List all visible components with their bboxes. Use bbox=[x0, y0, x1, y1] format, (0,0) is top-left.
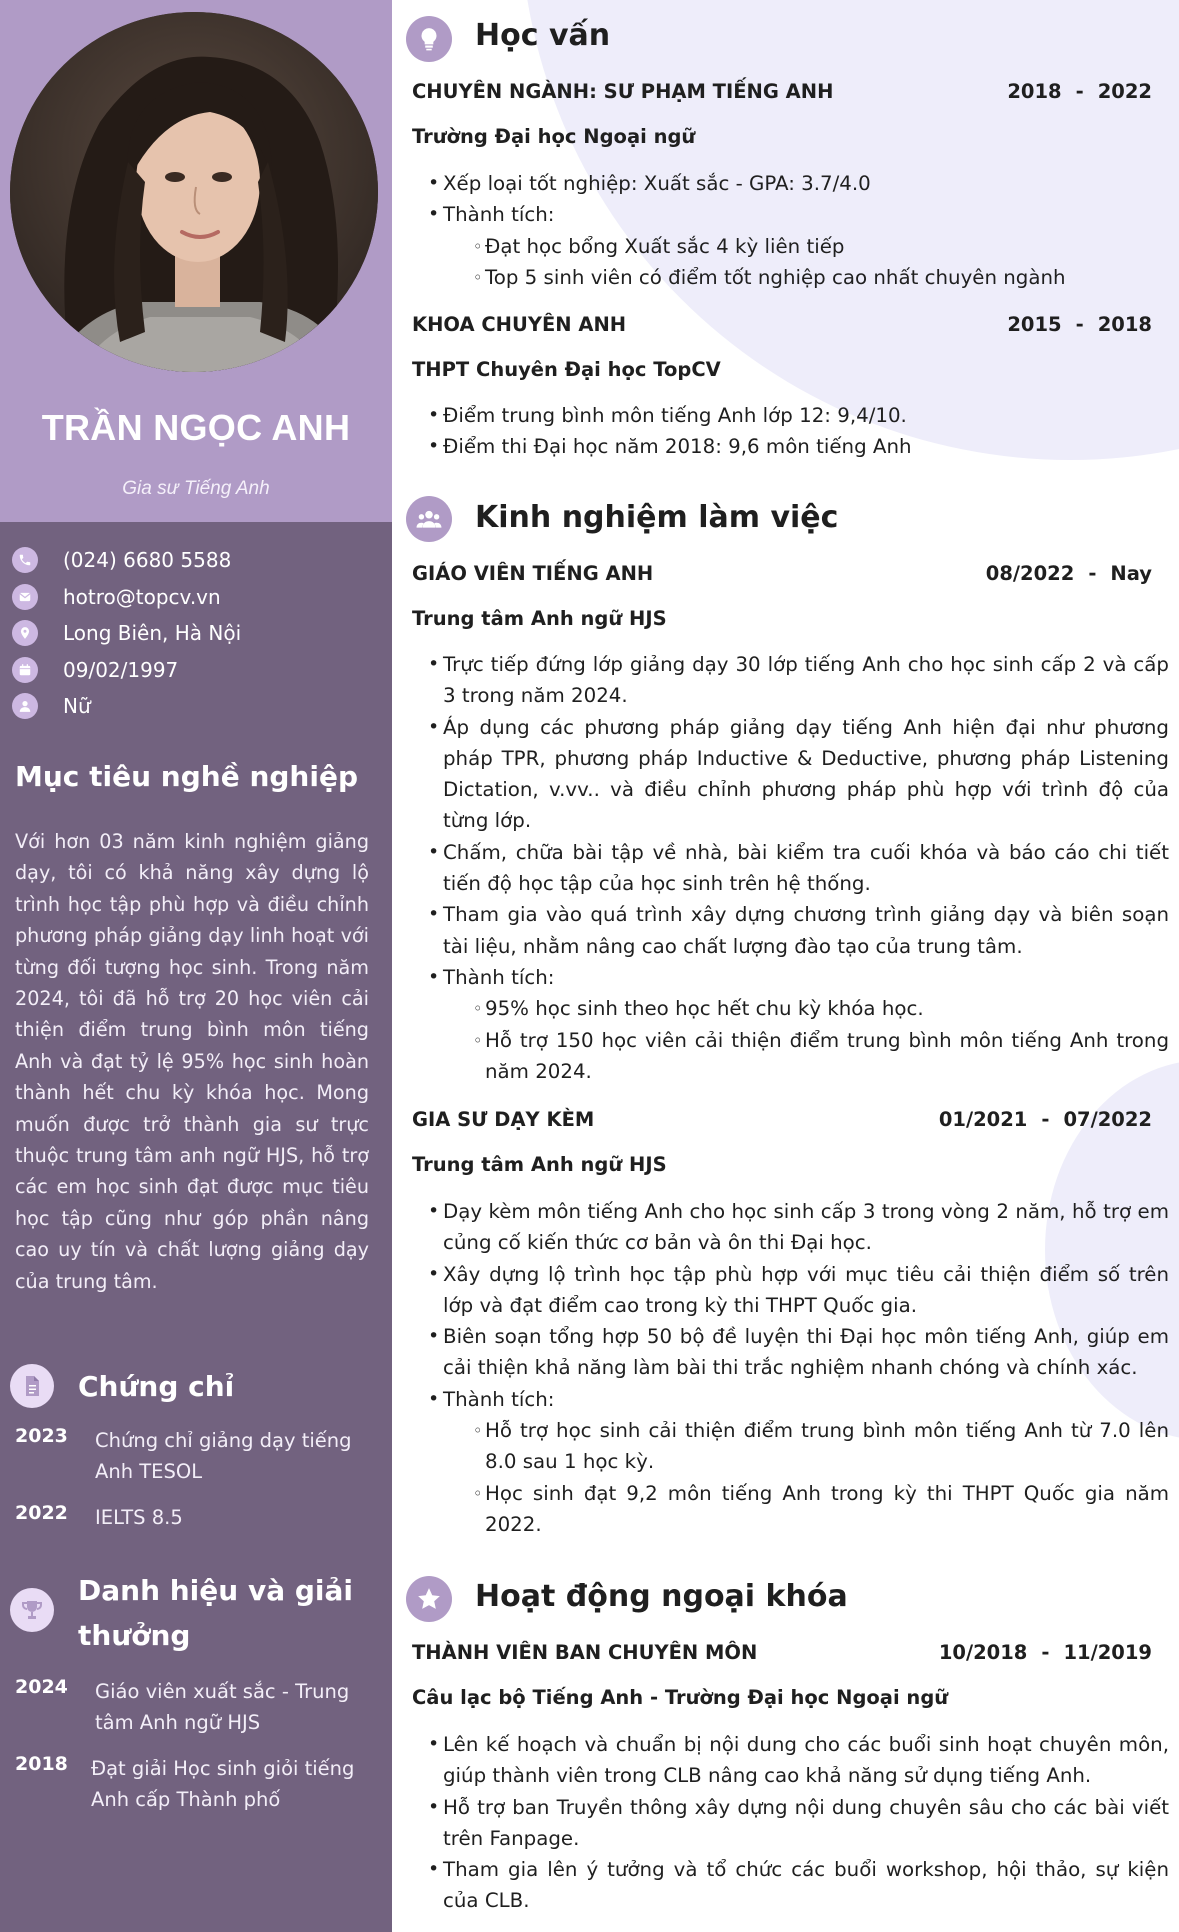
phone-icon bbox=[12, 547, 38, 573]
contact-email-text: hotro@topcv.vn bbox=[63, 584, 221, 609]
list-item: ◦ Hỗ trợ học sinh cải thiện điểm trung bình môn tiếng Anh từ 7.0 lên 8.0 sau 1 học kỳ. bbox=[473, 1415, 1169, 1478]
education-entry-details bbox=[428, 168, 1169, 293]
contact-birthday-text: 09/02/1997 bbox=[63, 657, 179, 682]
experience-entry-company: Trung tâm Anh ngữ HJS bbox=[412, 607, 667, 630]
certificate-desc: IELTS 8.5 bbox=[95, 1506, 183, 1529]
education-entry-school: Trường Đại học Ngoại ngữ bbox=[412, 125, 696, 148]
list-item bbox=[428, 1415, 1169, 1540]
portrait-image bbox=[10, 12, 378, 372]
award-year: 2024 bbox=[15, 1676, 68, 1698]
list-item: ◦ 95% học sinh theo học hết chu kỳ khóa học. bbox=[473, 993, 1169, 1024]
list-item: ◦ Top 5 sinh viên có điểm tốt nghiệp cao nhất chuyên ngành bbox=[473, 262, 1169, 293]
activity-entry-date: 10/2018 - 11/2019 bbox=[938, 1641, 1152, 1664]
profile-photo bbox=[10, 12, 378, 372]
contact-address bbox=[12, 615, 382, 652]
main-content bbox=[405, 0, 1170, 1932]
list-item: • Biên soạn tổng hợp 50 bộ đề luyện thi Đại học môn tiếng Anh, giúp em cải thiện khả năng làm bài thi trắc nghiệm nhanh chóng và chính xác. bbox=[428, 1321, 1169, 1384]
certificate-year: 2023 bbox=[15, 1425, 68, 1447]
award-item bbox=[15, 1676, 375, 1738]
education-entry-title: CHUYÊN NGÀNH: SƯ PHẠM TIẾNG ANH bbox=[412, 80, 834, 103]
list-item: • Hỗ trợ ban Truyền thông xây dựng nội dung chuyên sâu cho các bài viết trên Fanpage. bbox=[428, 1792, 1169, 1855]
certificates-title: Chứng chỉ bbox=[78, 1370, 235, 1403]
list-item bbox=[428, 993, 1169, 1087]
candidate-name: TRẦN NGỌC ANH bbox=[41, 407, 351, 448]
education-entry-header bbox=[412, 80, 1152, 103]
experience-title: Kinh nghiệm làm việc bbox=[475, 500, 839, 535]
award-item bbox=[15, 1753, 375, 1815]
profile-header bbox=[0, 0, 392, 522]
lightbulb-icon bbox=[406, 16, 452, 62]
list-item: • Thành tích: bbox=[428, 962, 1169, 993]
list-item: • Xếp loại tốt nghiệp: Xuất sắc - GPA: 3.7/4.0 bbox=[428, 168, 1169, 199]
list-item bbox=[428, 231, 1169, 294]
activity-entry-organization: Câu lạc bộ Tiếng Anh - Trường Đại học Ngoại ngữ bbox=[412, 1686, 949, 1709]
contact-email bbox=[12, 579, 382, 616]
list-item: ◦ Hỗ trợ 150 học viên cải thiện điểm trung bình môn tiếng Anh trong năm 2024. bbox=[473, 1025, 1169, 1088]
experience-entry-title: GIÁO VIÊN TIẾNG ANH bbox=[412, 562, 654, 585]
list-item: ◦ Đạt học bổng Xuất sắc 4 kỳ liên tiếp bbox=[473, 231, 1169, 262]
candidate-role: Gia sư Tiếng Anh bbox=[122, 478, 270, 499]
list-item: • Điểm thi Đại học năm 2018: 9,6 môn tiếng Anh bbox=[428, 431, 1169, 462]
education-entry-date: 2015 - 2018 bbox=[1007, 313, 1152, 336]
list-item: • Chấm, chữa bài tập về nhà, bài kiểm tra cuối khóa và báo cáo chi tiết tiến độ học tập của học sinh trên hệ thống. bbox=[428, 837, 1169, 900]
activity-entry-details bbox=[428, 1729, 1169, 1917]
experience-entry-details bbox=[428, 1196, 1169, 1540]
experience-entry-header bbox=[412, 562, 1152, 585]
people-icon bbox=[406, 496, 452, 542]
certificate-desc: Chứng chỉ giảng dạy tiếng Anh TESOL bbox=[95, 1429, 352, 1483]
list-item: • Lên kế hoạch và chuẩn bị nội dung cho các buổi sinh hoạt chuyên môn, giúp thành viên trong CLB nâng cao khả năng sử dụng tiếng Anh. bbox=[428, 1729, 1169, 1792]
experience-entry-date: 08/2022 - Nay bbox=[985, 562, 1152, 585]
star-icon bbox=[406, 1576, 452, 1622]
document-icon bbox=[10, 1364, 54, 1408]
education-entry-school: THPT Chuyên Đại học TopCV bbox=[412, 358, 721, 381]
person-icon bbox=[12, 693, 38, 719]
contact-phone-text: (024) 6680 5588 bbox=[63, 548, 232, 573]
sub-list bbox=[428, 993, 1169, 1087]
contact-list bbox=[12, 542, 382, 725]
experience-entry-title: GIA SƯ DẠY KÈM bbox=[412, 1108, 595, 1131]
experience-entry-details bbox=[428, 649, 1169, 1087]
list-item: • Tham gia vào quá trình xây dựng chương trình giảng dạy và biên soạn tài liệu, nhằm nâng cao chất lượng đào tạo của trung tâm. bbox=[428, 899, 1169, 962]
list-item: • Thành tích: bbox=[428, 1384, 1169, 1415]
email-icon bbox=[12, 584, 38, 610]
award-desc: Giáo viên xuất sắc - Trung tâm Anh ngữ HJS bbox=[95, 1680, 350, 1734]
experience-entry-date: 01/2021 - 07/2022 bbox=[938, 1108, 1152, 1131]
location-icon bbox=[12, 620, 38, 646]
education-entry-title: KHOA CHUYÊN ANH bbox=[412, 313, 627, 336]
list-item: • Điểm trung bình môn tiếng Anh lớp 12: 9,4/10. bbox=[428, 400, 1169, 431]
sub-list bbox=[428, 1415, 1169, 1540]
contact-gender bbox=[12, 688, 382, 725]
objective-title: Mục tiêu nghề nghiệp bbox=[15, 760, 358, 793]
list-item: • Trực tiếp đứng lớp giảng dạy 30 lớp tiếng Anh cho học sinh cấp 2 và cấp 3 trong năm 2024. bbox=[428, 649, 1169, 712]
awards-title: Danh hiệu và giải thưởng bbox=[78, 1574, 353, 1652]
certificate-item bbox=[15, 1502, 375, 1533]
education-title: Học vấn bbox=[475, 18, 611, 53]
list-item: ◦ Học sinh đạt 9,2 môn tiếng Anh trong kỳ thi THPT Quốc gia năm 2022. bbox=[473, 1478, 1169, 1541]
contact-birthday bbox=[12, 652, 382, 689]
trophy-icon bbox=[10, 1588, 54, 1632]
calendar-icon bbox=[12, 657, 38, 683]
education-entry-header bbox=[412, 313, 1152, 336]
list-item: • Tham gia lên ý tưởng và tổ chức các buổi workshop, hội thảo, sự kiện của CLB. bbox=[428, 1854, 1169, 1917]
experience-entry-header bbox=[412, 1108, 1152, 1131]
objective-text: Với hơn 03 năm kinh nghiệm giảng dạy, tôi có khả năng xây dựng lộ trình học tập phù hợp và điều chỉnh phương pháp giảng dạy linh hoạt với từng đối tượng học sinh. Trong năm 2024, tôi đã hỗ trợ 20 học viên cải thiện điểm trung bình môn tiếng Anh và đạt tỷ lệ 95% học sinh hoàn thành hết chu kỳ khóa học. Mong muốn được trở thành gia sư trực thuộc trung tâm anh ngữ HJS, hỗ trợ các em học sinh đạt được mục tiêu học tập cũng như góp phần nâng cao uy tín và chất lượng giảng dạy của trung tâm. bbox=[15, 830, 369, 1293]
list-item: • Dạy kèm môn tiếng Anh cho học sinh cấp 3 trong vòng 2 năm, hỗ trợ em củng cố kiến thức cơ bản và ôn thi Đại học. bbox=[428, 1196, 1169, 1259]
education-entry-details bbox=[428, 400, 1169, 463]
experience-entry-company: Trung tâm Anh ngữ HJS bbox=[412, 1153, 667, 1176]
list-item: • Xây dựng lộ trình học tập phù hợp với mục tiêu cải thiện điểm số trên lớp và đạt điểm cao trong kỳ thi THPT Quốc gia. bbox=[428, 1259, 1169, 1322]
list-item: • Áp dụng các phương pháp giảng dạy tiếng Anh hiện đại như phương pháp TPR, phương pháp Inductive & Deductive, phương pháp Listening Dictation, v.vv.. và điều chỉnh phương pháp phù hợp với trình độ của từng lớp. bbox=[428, 712, 1169, 837]
sidebar bbox=[0, 0, 392, 1932]
contact-address-text: Long Biên, Hà Nội bbox=[63, 621, 242, 646]
activity-entry-title: THÀNH VIÊN BAN CHUYÊN MÔN bbox=[412, 1641, 758, 1664]
certificate-year: 2022 bbox=[15, 1502, 68, 1524]
activity-entry-header bbox=[412, 1641, 1152, 1664]
certificate-item bbox=[15, 1425, 375, 1487]
sub-list bbox=[428, 231, 1169, 294]
contact-gender-text: Nữ bbox=[63, 694, 91, 719]
education-entry-date: 2018 - 2022 bbox=[1007, 80, 1152, 103]
activities-title: Hoạt động ngoại khóa bbox=[475, 1579, 848, 1614]
award-desc: Đạt giải Học sinh giỏi tiếng Anh cấp Thành phố bbox=[91, 1757, 355, 1811]
list-item: • Thành tích: bbox=[428, 199, 1169, 230]
award-year: 2018 bbox=[15, 1753, 68, 1775]
contact-phone bbox=[12, 542, 382, 579]
